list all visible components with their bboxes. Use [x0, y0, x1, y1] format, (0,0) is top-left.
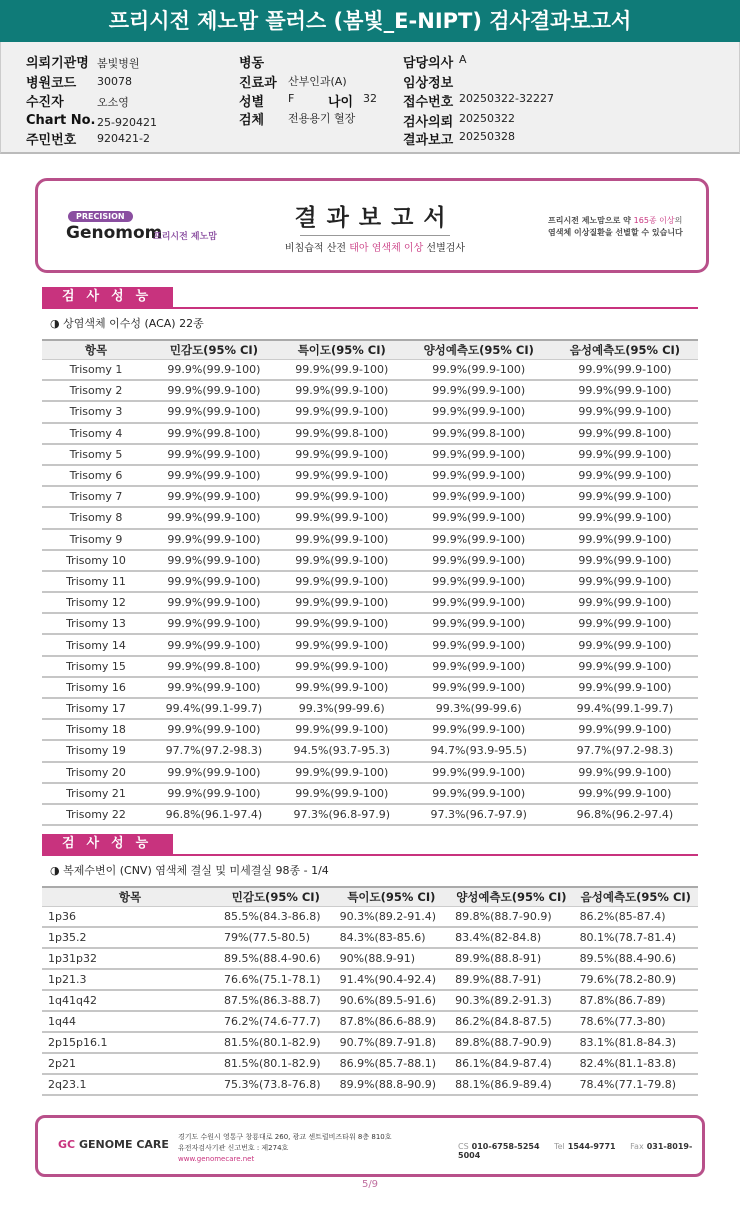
table-cell: 99.9%(99.9-100)	[278, 486, 406, 507]
fax-number: 031-8019-5004	[458, 1142, 693, 1160]
table-cell: 99.9%(99.9-100)	[552, 444, 698, 465]
table-cell: 99.9%(99.9-100)	[278, 677, 406, 698]
section-label: 검사성능	[42, 834, 173, 854]
table-cell: 99.9%(99.9-100)	[278, 783, 406, 804]
table-cell: 99.9%(99.9-100)	[406, 783, 552, 804]
subheading-text: 비침습적 산전	[284, 243, 350, 254]
table-cell: 99.3%(99-99.6)	[278, 698, 406, 719]
table-row	[42, 401, 698, 422]
table-cell: 99.9%(99.9-100)	[278, 550, 406, 571]
table-row	[42, 423, 698, 444]
table-cell: 99.9%(99.9-100)	[406, 380, 552, 401]
row-label: 1p21.3	[42, 969, 218, 990]
aca-performance-table	[42, 339, 698, 826]
note-highlight: 165종 이상	[633, 216, 675, 225]
table-cell: 99.9%(99.9-100)	[406, 465, 552, 486]
table-row	[42, 613, 698, 634]
row-label: Trisomy 10	[42, 550, 150, 571]
table-cell: 99.9%(99.9-100)	[552, 465, 698, 486]
row-label: Trisomy 19	[42, 740, 150, 761]
table-row	[42, 486, 698, 507]
table-cell: 99.9%(99.9-100)	[150, 359, 278, 380]
table-cell: 99.9%(99.9-100)	[150, 634, 278, 655]
table-cell: 81.5%(80.1-82.9)	[218, 1032, 334, 1053]
column-header: 민감도(95% CI)	[150, 340, 278, 359]
info-label: 의뢰기관명	[26, 56, 89, 71]
table-cell: 99.4%(99.1-99.7)	[150, 698, 278, 719]
table-cell: 99.9%(99.9-100)	[150, 613, 278, 634]
info-value: 전용용기 혈장	[288, 112, 356, 125]
info-label: 병동	[239, 56, 265, 71]
divider	[300, 235, 450, 236]
report-title-bar: 프리시전 제노맘 플러스 (봄빛_E-NIPT) 검사결과보고서	[0, 0, 740, 42]
table-cell: 99.9%(99.9-100)	[406, 529, 552, 550]
table-row	[42, 380, 698, 401]
table-header-row	[42, 887, 698, 906]
table-cell: 99.9%(99.9-100)	[150, 529, 278, 550]
fax-label: Fax	[630, 1142, 644, 1151]
row-label: 2p21	[42, 1053, 218, 1074]
column-header: 음성예측도(95% CI)	[574, 887, 698, 906]
table-cell: 99.9%(99.9-100)	[406, 550, 552, 571]
table-cell: 99.9%(99.8-100)	[278, 423, 406, 444]
column-header: 양성예측도(95% CI)	[406, 340, 552, 359]
table-row	[42, 804, 698, 825]
table-row	[42, 592, 698, 613]
table-cell: 99.9%(99.9-100)	[150, 592, 278, 613]
table-cell: 99.9%(99.9-100)	[552, 550, 698, 571]
table-cell: 99.9%(99.9-100)	[552, 634, 698, 655]
info-label: 검사의뢰	[403, 115, 454, 130]
tel-number: 1544-9771	[567, 1142, 616, 1151]
table-row	[42, 990, 698, 1011]
table-cell: 99.9%(99.9-100)	[552, 677, 698, 698]
info-label: 병원코드	[26, 76, 77, 91]
precision-badge: PRECISION	[68, 211, 133, 222]
column-header: 민감도(95% CI)	[218, 887, 334, 906]
cs-label: CS	[458, 1142, 469, 1151]
table-cell: 99.9%(99.9-100)	[278, 656, 406, 677]
table-header-row	[42, 340, 698, 359]
table-cell: 99.9%(99.9-100)	[150, 783, 278, 804]
table-cell: 82.4%(81.1-83.8)	[574, 1053, 698, 1074]
table-cell: 96.8%(96.2-97.4)	[552, 804, 698, 825]
table-row	[42, 762, 698, 783]
row-label: Trisomy 3	[42, 401, 150, 422]
row-label: 1p35.2	[42, 927, 218, 948]
table-cell: 99.3%(99-99.6)	[406, 698, 552, 719]
row-label: Trisomy 11	[42, 571, 150, 592]
table-row	[42, 927, 698, 948]
section-label: 검사성능	[42, 287, 173, 307]
table-cell: 99.9%(99.9-100)	[150, 762, 278, 783]
table-cell: 99.9%(99.9-100)	[406, 762, 552, 783]
table-cell: 89.8%(88.7-90.9)	[449, 1032, 573, 1053]
info-label: 주민번호	[26, 133, 77, 148]
row-label: Trisomy 5	[42, 444, 150, 465]
table-cell: 78.4%(77.1-79.8)	[574, 1074, 698, 1095]
table-cell: 90%(88.9-91)	[334, 948, 450, 969]
table-cell: 94.7%(93.9-95.5)	[406, 740, 552, 761]
table-cell: 97.7%(97.2-98.3)	[150, 740, 278, 761]
table-cell: 90.7%(89.7-91.8)	[334, 1032, 450, 1053]
table-cell: 79.6%(78.2-80.9)	[574, 969, 698, 990]
row-label: Trisomy 6	[42, 465, 150, 486]
table-cell: 99.9%(99.9-100)	[278, 380, 406, 401]
row-label: 1q44	[42, 1011, 218, 1032]
table-cell: 99.9%(99.9-100)	[278, 444, 406, 465]
table-cell: 97.3%(96.7-97.9)	[406, 804, 552, 825]
info-value: 산부인과(A)	[288, 75, 347, 88]
table-cell: 99.9%(99.8-100)	[552, 423, 698, 444]
info-label: 나이	[328, 95, 354, 110]
column-header: 특이도(95% CI)	[278, 340, 406, 359]
table-cell: 99.9%(99.9-100)	[150, 507, 278, 528]
row-label: Trisomy 1	[42, 359, 150, 380]
table-cell: 99.9%(99.9-100)	[552, 401, 698, 422]
column-header: 항목	[42, 887, 218, 906]
row-label: Trisomy 18	[42, 719, 150, 740]
table-cell: 89.9%(88.8-91)	[449, 948, 573, 969]
gc-logo-icon: GC	[58, 1138, 76, 1151]
table-cell: 99.9%(99.9-100)	[406, 592, 552, 613]
table-cell: 90.3%(89.2-91.4)	[334, 906, 450, 927]
table-cell: 99.9%(99.8-100)	[150, 656, 278, 677]
table-cell: 99.4%(99.1-99.7)	[552, 698, 698, 719]
banner-note	[548, 215, 708, 239]
address: 경기도 수원시 영통구 창룡대로 260, 광교 센트럴비즈타워 8층 810호	[178, 1133, 392, 1141]
table-cell: 78.6%(77.3-80)	[574, 1011, 698, 1032]
note-text: 염색체 이상질환을 선별할 수 있습니다	[548, 228, 683, 237]
table-row	[42, 507, 698, 528]
table-cell: 84.3%(83-85.6)	[334, 927, 450, 948]
table-row	[42, 740, 698, 761]
row-label: Trisomy 8	[42, 507, 150, 528]
aca-subtitle: ◑ 상염색체 이수성 (ACA) 22종	[50, 317, 204, 330]
note-text: 프리시전 제노맘으로 약	[548, 216, 634, 225]
table-cell: 99.9%(99.9-100)	[150, 486, 278, 507]
table-cell: 99.9%(99.9-100)	[552, 380, 698, 401]
table-cell: 99.9%(99.9-100)	[278, 634, 406, 655]
table-cell: 99.9%(99.9-100)	[278, 359, 406, 380]
row-label: Trisomy 9	[42, 529, 150, 550]
footer-contacts	[458, 1142, 702, 1160]
table-cell: 99.9%(99.9-100)	[278, 465, 406, 486]
info-label: 담당의사	[403, 56, 454, 71]
table-row	[42, 1032, 698, 1053]
row-label: Trisomy 12	[42, 592, 150, 613]
table-cell: 99.9%(99.9-100)	[150, 380, 278, 401]
table-row	[42, 677, 698, 698]
table-cell: 86.9%(85.7-88.1)	[334, 1053, 450, 1074]
table-row	[42, 634, 698, 655]
table-cell: 99.9%(99.8-100)	[150, 423, 278, 444]
cnv-subtitle: ◑ 복제수변이 (CNV) 염색체 결실 및 미세결실 98종 - 1/4	[50, 864, 329, 877]
table-cell: 85.5%(84.3-86.8)	[218, 906, 334, 927]
section-header-performance	[42, 287, 698, 309]
row-label: Trisomy 2	[42, 380, 150, 401]
table-cell: 87.5%(86.3-88.7)	[218, 990, 334, 1011]
info-value: 오소영	[97, 96, 129, 109]
table-cell: 99.9%(99.9-100)	[278, 401, 406, 422]
table-cell: 76.6%(75.1-78.1)	[218, 969, 334, 990]
footer-address-block	[178, 1132, 392, 1165]
row-label: Trisomy 15	[42, 656, 150, 677]
info-value: 30078	[97, 75, 132, 88]
table-cell: 89.5%(88.4-90.6)	[574, 948, 698, 969]
table-cell: 99.9%(99.9-100)	[278, 571, 406, 592]
table-cell: 99.9%(99.9-100)	[552, 656, 698, 677]
info-value: F	[288, 92, 295, 105]
license-number: 유전자검사기관 신고번호 : 제274호	[178, 1144, 289, 1152]
table-cell: 89.5%(88.4-90.6)	[218, 948, 334, 969]
table-cell: 99.9%(99.9-100)	[406, 401, 552, 422]
report-banner	[35, 178, 709, 273]
table-cell: 99.9%(99.9-100)	[150, 677, 278, 698]
info-value: 32	[363, 92, 377, 105]
table-cell: 99.9%(99.9-100)	[552, 719, 698, 740]
column-header: 음성예측도(95% CI)	[552, 340, 698, 359]
table-cell: 99.9%(99.9-100)	[406, 634, 552, 655]
info-label: 수진자	[26, 95, 64, 110]
table-cell: 99.9%(99.9-100)	[552, 486, 698, 507]
table-row	[42, 1074, 698, 1095]
info-label: Chart No.	[26, 113, 96, 128]
column-header: 특이도(95% CI)	[334, 887, 450, 906]
table-cell: 99.9%(99.9-100)	[278, 762, 406, 783]
table-cell: 97.7%(97.2-98.3)	[552, 740, 698, 761]
table-cell: 89.9%(88.7-91)	[449, 969, 573, 990]
table-cell: 99.9%(99.9-100)	[552, 783, 698, 804]
table-cell: 99.9%(99.9-100)	[278, 529, 406, 550]
table-cell: 99.9%(99.9-100)	[150, 719, 278, 740]
row-label: 2q23.1	[42, 1074, 218, 1095]
table-cell: 99.9%(99.9-100)	[406, 613, 552, 634]
patient-info-panel	[0, 42, 740, 154]
info-label: 검체	[239, 113, 265, 128]
row-label: Trisomy 21	[42, 783, 150, 804]
report-subheading	[38, 239, 712, 254]
table-cell: 89.9%(88.8-90.9)	[334, 1074, 450, 1095]
table-cell: 90.6%(89.5-91.6)	[334, 990, 450, 1011]
table-cell: 99.9%(99.8-100)	[406, 423, 552, 444]
table-row	[42, 529, 698, 550]
table-row	[42, 1053, 698, 1074]
row-label: 1p36	[42, 906, 218, 927]
table-cell: 89.8%(88.7-90.9)	[449, 906, 573, 927]
table-cell: 80.1%(78.7-81.4)	[574, 927, 698, 948]
info-label: 접수번호	[403, 95, 454, 110]
table-cell: 81.5%(80.1-82.9)	[218, 1053, 334, 1074]
table-row	[42, 783, 698, 804]
table-row	[42, 444, 698, 465]
info-label: 진료과	[239, 76, 277, 91]
table-row	[42, 465, 698, 486]
table-cell: 86.1%(84.9-87.4)	[449, 1053, 573, 1074]
row-label: Trisomy 22	[42, 804, 150, 825]
footer	[35, 1115, 705, 1177]
table-row	[42, 948, 698, 969]
table-cell: 76.2%(74.6-77.7)	[218, 1011, 334, 1032]
report-heading: 결과보고서	[294, 205, 456, 231]
subheading-highlight: 태아 염색체 이상	[349, 243, 424, 254]
row-label: Trisomy 13	[42, 613, 150, 634]
table-row	[42, 571, 698, 592]
table-cell: 86.2%(85-87.4)	[574, 906, 698, 927]
cnv-performance-table	[42, 886, 698, 1096]
table-cell: 99.9%(99.9-100)	[406, 656, 552, 677]
table-cell: 99.9%(99.9-100)	[406, 444, 552, 465]
row-label: 1p31p32	[42, 948, 218, 969]
table-cell: 99.9%(99.9-100)	[552, 592, 698, 613]
table-cell: 99.9%(99.9-100)	[552, 762, 698, 783]
table-cell: 99.9%(99.9-100)	[552, 507, 698, 528]
tel-label: Tel	[554, 1142, 565, 1151]
info-value: 20250328	[459, 130, 515, 143]
genomom-logo-sub: 프리시전 제노맘	[153, 232, 217, 242]
table-cell: 99.9%(99.9-100)	[278, 592, 406, 613]
genomom-logo: Genomom	[66, 223, 163, 243]
row-label: Trisomy 20	[42, 762, 150, 783]
section-header-performance	[42, 834, 698, 856]
table-row	[42, 969, 698, 990]
table-cell: 99.9%(99.9-100)	[150, 401, 278, 422]
row-label: Trisomy 17	[42, 698, 150, 719]
logo-text: GENOME CARE	[78, 1138, 169, 1151]
info-value: 20250322	[459, 112, 515, 125]
table-cell: 88.1%(86.9-89.4)	[449, 1074, 573, 1095]
table-row	[42, 1011, 698, 1032]
row-label: Trisomy 7	[42, 486, 150, 507]
info-label: 성별	[239, 95, 265, 110]
table-cell: 99.9%(99.9-100)	[150, 571, 278, 592]
column-header: 항목	[42, 340, 150, 359]
table-row	[42, 719, 698, 740]
note-text: 의	[674, 216, 683, 225]
row-label: 1q41q42	[42, 990, 218, 1011]
table-cell: 99.9%(99.9-100)	[278, 507, 406, 528]
info-value: 봄빛병원	[97, 57, 140, 70]
table-cell: 99.9%(99.9-100)	[552, 571, 698, 592]
info-value: 20250322-32227	[459, 92, 554, 105]
table-cell: 99.9%(99.9-100)	[406, 677, 552, 698]
table-cell: 99.9%(99.9-100)	[150, 550, 278, 571]
table-cell: 99.9%(99.9-100)	[278, 719, 406, 740]
genome-care-logo	[58, 1138, 169, 1151]
table-cell: 99.9%(99.9-100)	[406, 507, 552, 528]
table-row	[42, 698, 698, 719]
table-cell: 99.9%(99.9-100)	[150, 465, 278, 486]
table-cell: 97.3%(96.8-97.9)	[278, 804, 406, 825]
info-label: 결과보고	[403, 133, 454, 148]
table-row	[42, 359, 698, 380]
page-number: 5/9	[361, 1179, 379, 1190]
table-cell: 99.9%(99.9-100)	[406, 486, 552, 507]
table-cell: 87.8%(86.7-89)	[574, 990, 698, 1011]
table-cell: 96.8%(96.1-97.4)	[150, 804, 278, 825]
table-cell: 99.9%(99.9-100)	[278, 613, 406, 634]
table-row	[42, 906, 698, 927]
table-cell: 90.3%(89.2-91.3)	[449, 990, 573, 1011]
table-cell: 86.2%(84.8-87.5)	[449, 1011, 573, 1032]
info-label: 임상정보	[403, 76, 454, 91]
table-cell: 83.4%(82-84.8)	[449, 927, 573, 948]
table-cell: 83.1%(81.8-84.3)	[574, 1032, 698, 1053]
row-label: Trisomy 14	[42, 634, 150, 655]
table-cell: 99.9%(99.9-100)	[406, 571, 552, 592]
column-header: 양성예측도(95% CI)	[449, 887, 573, 906]
table-row	[42, 656, 698, 677]
table-cell: 79%(77.5-80.5)	[218, 927, 334, 948]
website-link[interactable]: www.genomecare.net	[178, 1155, 255, 1163]
row-label: Trisomy 16	[42, 677, 150, 698]
row-label: Trisomy 4	[42, 423, 150, 444]
table-row	[42, 550, 698, 571]
table-cell: 94.5%(93.7-95.3)	[278, 740, 406, 761]
cs-number: 010-6758-5254	[471, 1142, 540, 1151]
table-cell: 99.9%(99.9-100)	[150, 444, 278, 465]
table-cell: 99.9%(99.9-100)	[552, 613, 698, 634]
info-value: 920421-2	[97, 132, 150, 145]
table-cell: 75.3%(73.8-76.8)	[218, 1074, 334, 1095]
subheading-text: 선별검사	[423, 243, 466, 254]
info-value: 25-920421	[97, 116, 157, 129]
table-cell: 99.9%(99.9-100)	[552, 529, 698, 550]
table-cell: 87.8%(86.6-88.9)	[334, 1011, 450, 1032]
row-label: 2p15p16.1	[42, 1032, 218, 1053]
table-cell: 99.9%(99.9-100)	[406, 719, 552, 740]
table-cell: 99.9%(99.9-100)	[552, 359, 698, 380]
table-cell: 91.4%(90.4-92.4)	[334, 969, 450, 990]
info-value: A	[459, 53, 467, 66]
table-cell: 99.9%(99.9-100)	[406, 359, 552, 380]
